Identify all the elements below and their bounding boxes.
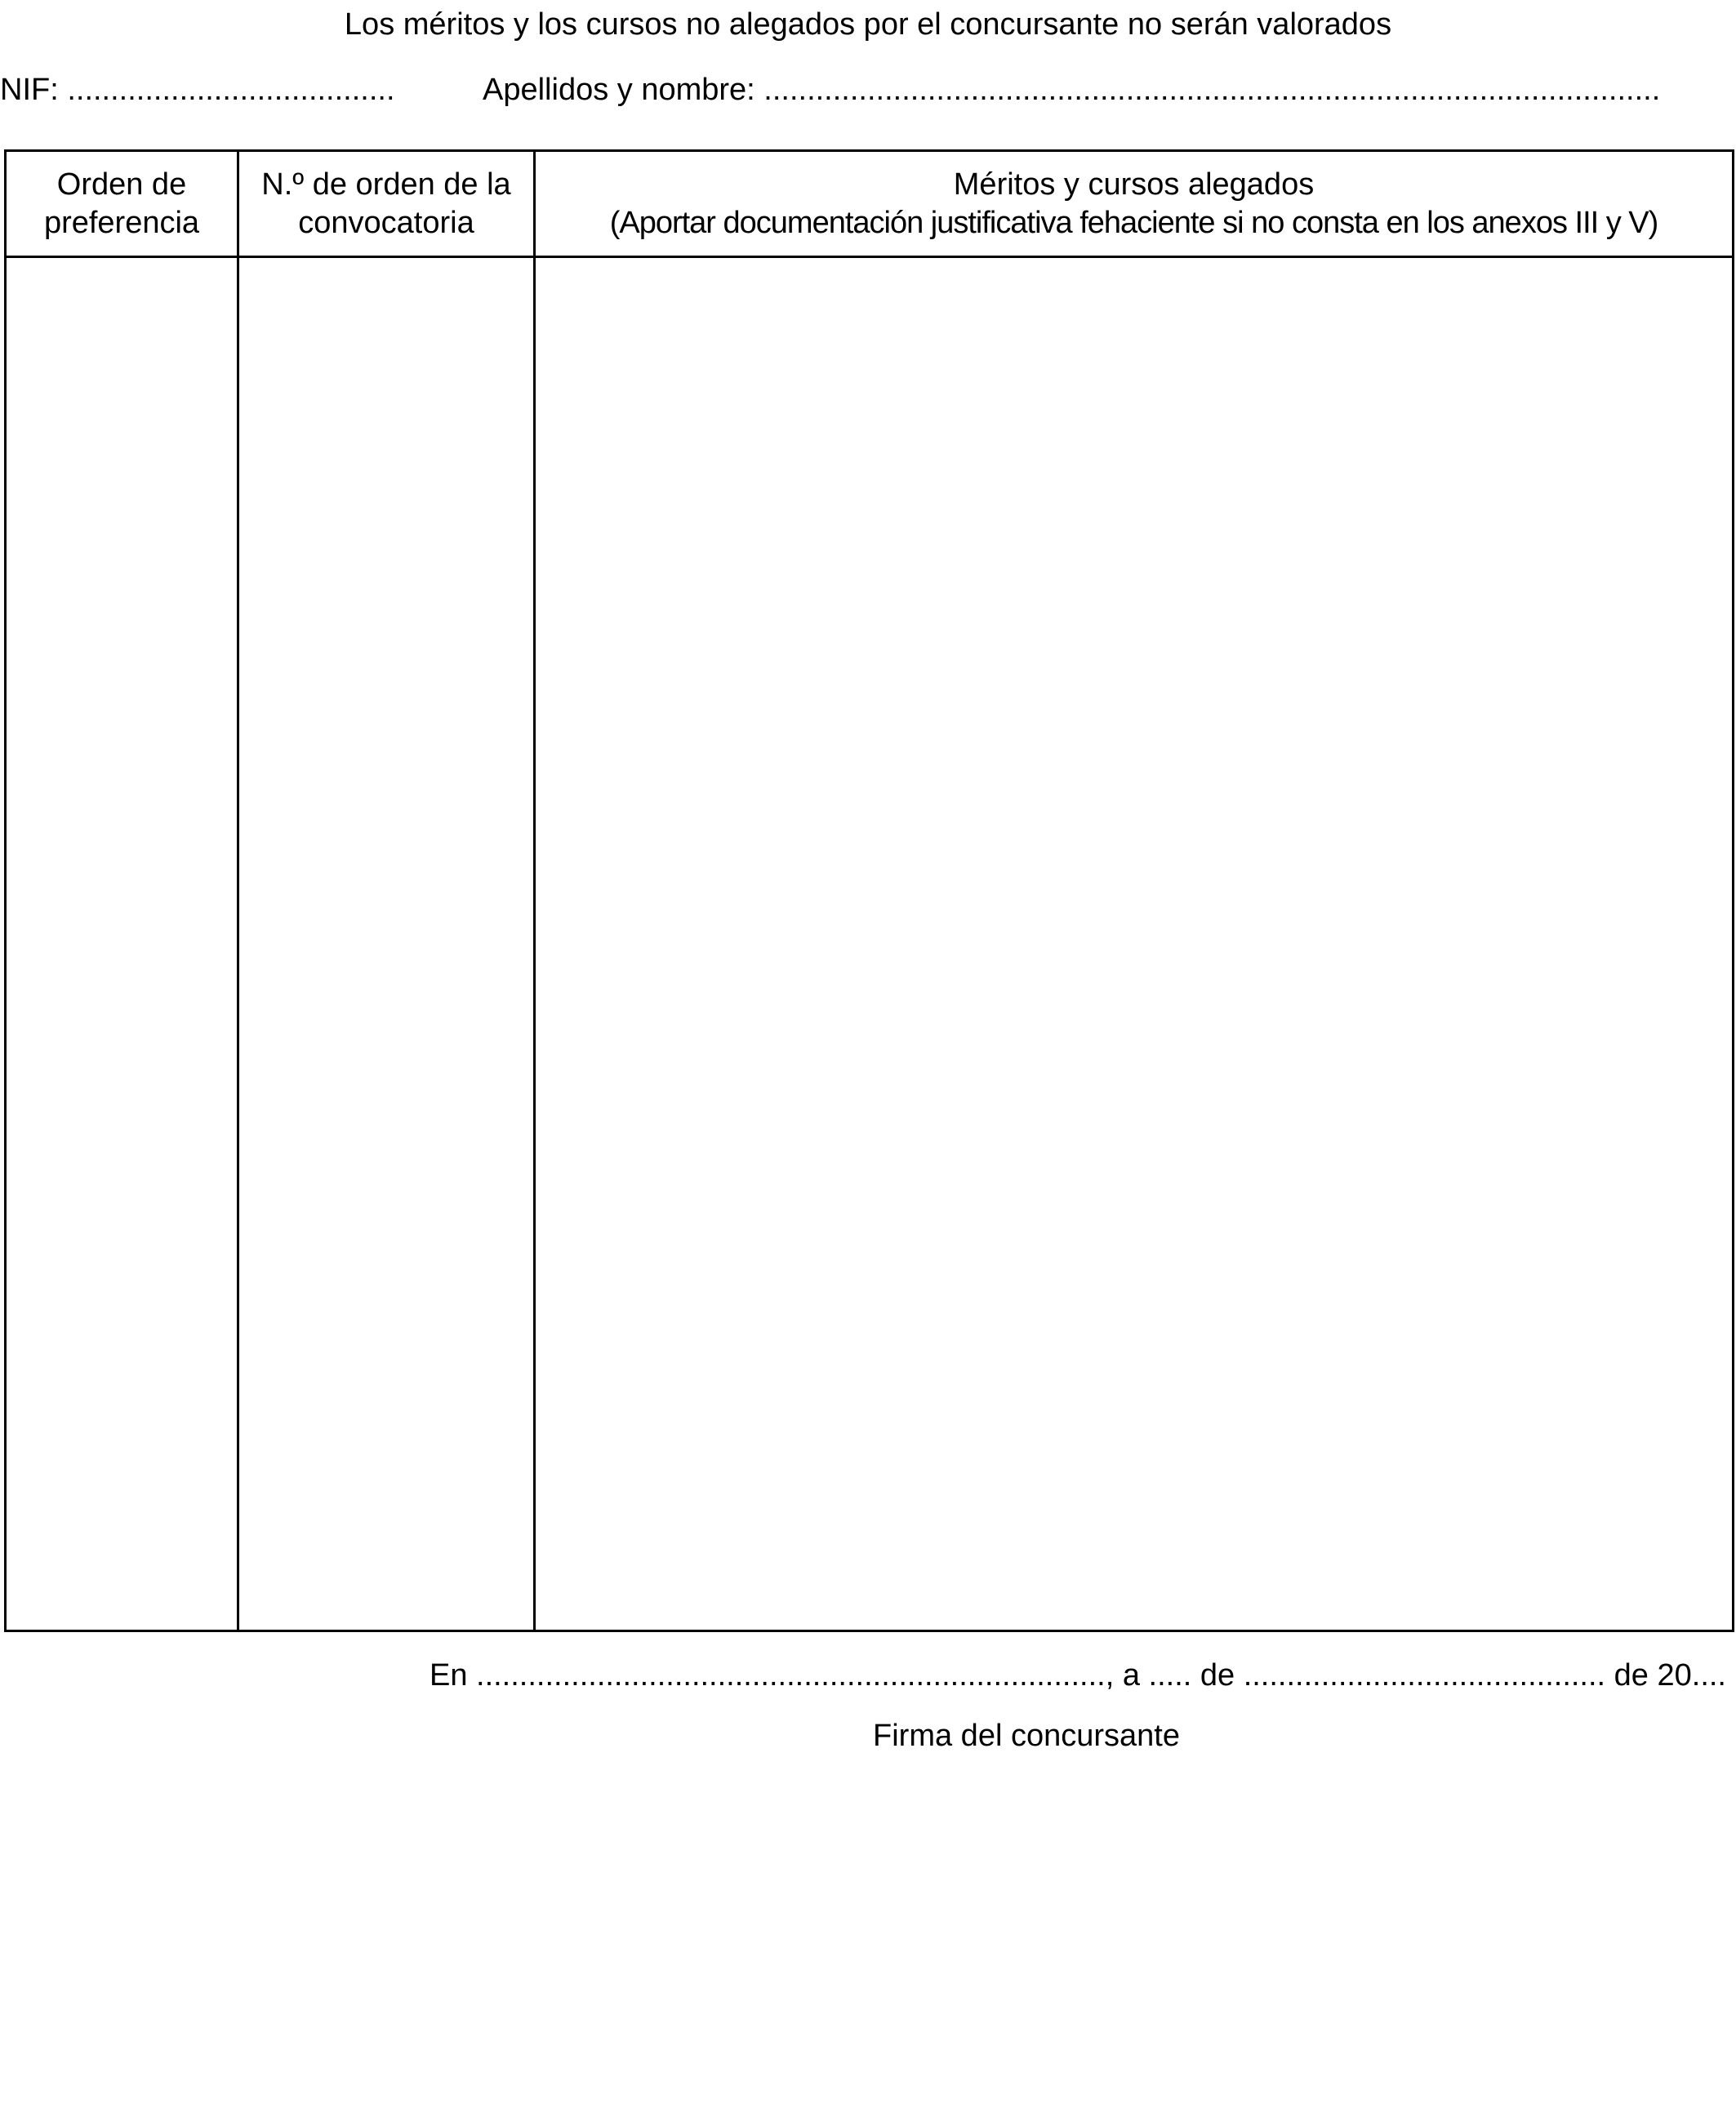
column-header-line: (Aportar documentación justificativa fehaciente si no consta en los anexos III y V)	[609, 205, 1658, 240]
notice-heading: Los méritos y los cursos no alegados por el concursante no serán valorados	[344, 7, 1392, 42]
nif-field: NIF: ......................................	[0, 73, 395, 107]
apellidos-nombre-field: Apellidos y nombre: ........................................................................................................	[483, 73, 1661, 107]
cell-meritos[interactable]	[535, 257, 1734, 1631]
table-row	[6, 257, 1734, 1631]
cell-orden-preferencia[interactable]	[6, 257, 238, 1631]
column-header-line: Orden de	[56, 167, 187, 202]
place-date-line: En ........................................................................., a ..... de .......................................... de 20....	[429, 1658, 1726, 1693]
column-header-line: convocatoria	[298, 205, 474, 240]
column-header-numero-orden	[238, 151, 535, 257]
column-header-orden-preferencia	[6, 151, 238, 257]
cell-numero-orden[interactable]	[238, 257, 535, 1631]
table-header-row	[6, 151, 1734, 257]
column-header-meritos	[535, 151, 1734, 257]
signature-label: Firma del concursante	[873, 1719, 1180, 1753]
meritos-table	[4, 149, 1734, 1632]
column-header-line: Méritos y cursos alegados	[953, 167, 1315, 202]
column-header-line: N.º de orden de la	[261, 167, 511, 202]
column-header-line: preferencia	[43, 205, 200, 240]
